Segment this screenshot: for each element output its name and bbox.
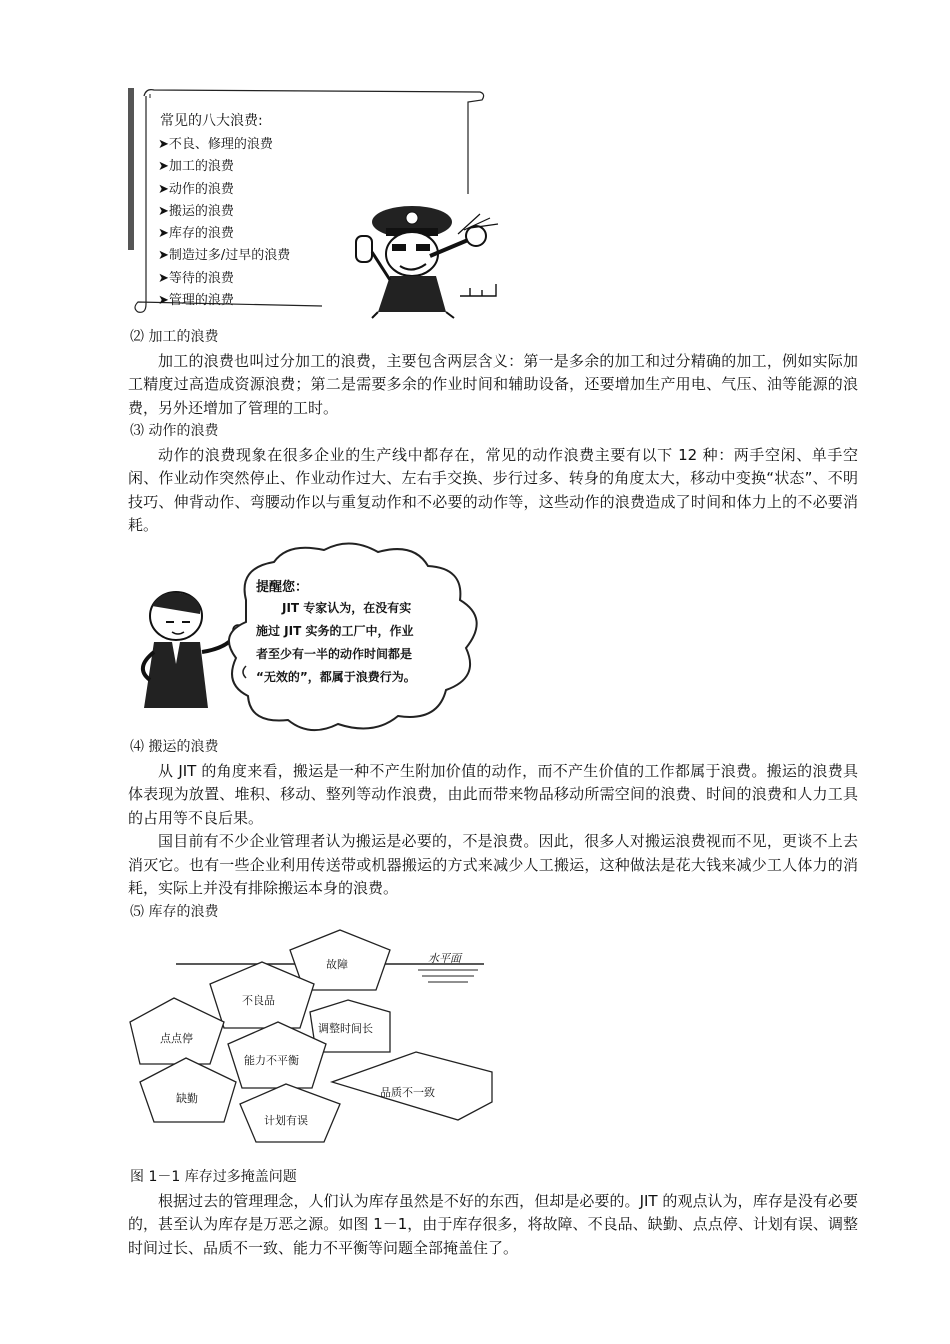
scroll-list (158, 133, 290, 311)
section-transport (128, 736, 858, 924)
scroll-item: ➤加工的浪费 (158, 159, 234, 175)
scroll-item: ➤库存的浪费 (158, 226, 234, 242)
policeman-icon (356, 206, 498, 318)
problem-label: 点点停 (160, 1032, 193, 1045)
section-inventory (128, 1166, 858, 1260)
paragraph: 加工的浪费也叫过分加工的浪费，主要包含两层含义：第一是多余的加工和过分精确的加工，例如实际加工精度过高造成资源浪费；第二是需要多余的作业时间和辅助设备，还要增加生产用电、气压、油等能源的浪费，另外还增加了管理的工时。 (128, 351, 858, 417)
section-processing (128, 326, 858, 538)
water-level-label: 水平面 (428, 952, 461, 965)
thinking-man-icon (143, 592, 243, 708)
figure-caption: 图 1－1 库存过多掩盖问题 (130, 1169, 297, 1185)
scroll-item: ➤制造过多/过早的浪费 (158, 248, 291, 264)
inventory-diagram (128, 928, 498, 1148)
bubble-line: 者至少有一半的动作时间都是 (256, 647, 413, 661)
section-heading: ⑵ 加工的浪费 (130, 329, 219, 345)
scroll-item: ➤不良、修理的浪费 (158, 137, 273, 152)
paragraph: 国目前有不少企业管理者认为搬运是必要的，不是浪费。因此，很多人对搬运浪费视而不见，更谈不上去消灭它。也有一些企业利用传送带或机器搬运的方式来减少人工搬运，这种做法是花大钱来减少工人体力的消耗，实际上并没有排除搬运本身的浪费。 (128, 832, 858, 897)
problem-label: 缺勤 (176, 1092, 198, 1105)
paragraph: 根据过去的管理理念，人们认为库存虽然是不好的东西，但却是必要的。JIT 的观点认为，库存是没有必要的，甚至认为库存是万恶之源。如图 1－1，由于库存很多，将故障、不良品、缺勤、点点停、计划有误、调整时间过长、品质不一致、能力不平衡等问题全部掩盖住了。 (128, 1191, 858, 1257)
scroll-title: 常见的八大浪费: (160, 113, 263, 129)
eight-wastes-figure (128, 82, 528, 322)
section-heading: ⑶ 动作的浪费 (130, 423, 219, 439)
bubble-line: “无效的”，都属于浪费行为。 (256, 670, 416, 684)
problem-label: 计划有误 (264, 1114, 308, 1127)
bubble-line: 施过 JIT 实务的工厂中，作业 (256, 624, 414, 638)
bubble-title: 提醒您： (256, 580, 309, 595)
problem-label: 调整时间长 (318, 1022, 373, 1035)
scroll-item: ➤管理的浪费 (158, 293, 234, 309)
paragraph: 动作的浪费现象在很多企业的生产线中都存在，常见的动作浪费主要有以下 12 种：两手空闲、单手空闲、作业动作突然停止、作业动作过大、左右手交换、步行过多、转身的角度太大，移动中变换“状态”、不明技巧、伸背动作、弯腰动作以与重复动作和不必要的动作等，这些动作的浪费造成了时间和体力上的不必要消耗。 (128, 445, 858, 534)
paragraph: 从 JIT 的角度来看，搬运是一种不产生附加价值的动作，而不产生价值的工作都属于浪费。搬运的浪费具体表现为放置、堆积、移动、整列等动作浪费，由此而带来物品移动所需空间的浪费、时间的浪费和人力工具的占用等不良后果。 (128, 761, 858, 827)
problem-label: 能力不平衡 (244, 1054, 299, 1067)
problem-label: 不良品 (242, 994, 275, 1007)
scroll-item: ➤动作的浪费 (158, 181, 234, 197)
scroll-item: ➤等待的浪费 (158, 270, 234, 286)
problem-label: 故障 (326, 958, 348, 971)
problem-label: 品质不一致 (380, 1086, 435, 1099)
scroll-item: ➤搬运的浪费 (158, 203, 234, 219)
section-heading: ⑸ 库存的浪费 (130, 903, 219, 920)
bubble-line: JIT 专家认为，在没有实 (282, 601, 412, 615)
reminder-figure (128, 538, 508, 738)
section-heading: ⑷ 搬运的浪费 (130, 739, 219, 755)
